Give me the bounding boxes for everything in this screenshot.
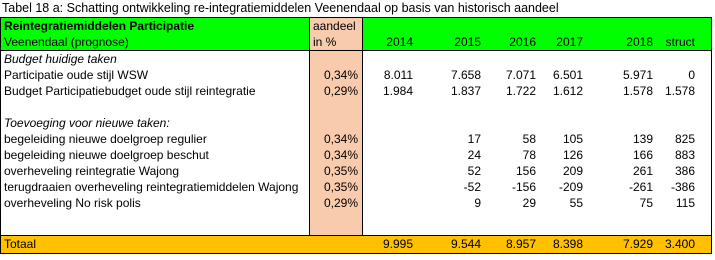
cell-2015: 52 bbox=[467, 164, 481, 178]
cell-2015: 9 bbox=[474, 196, 481, 210]
row-pct: 0,34% bbox=[323, 68, 358, 82]
row-pct: 0,34% bbox=[323, 132, 358, 146]
cell-struct: 115 bbox=[675, 196, 695, 210]
row-pct: 0,35% bbox=[323, 164, 358, 178]
cell-2018: 5.971 bbox=[622, 68, 653, 82]
aandeel-column-bg bbox=[309, 211, 363, 227]
cell-2017: 55 bbox=[569, 196, 583, 210]
total-2014: 9.995 bbox=[382, 237, 413, 251]
header-row-1 bbox=[1, 18, 711, 34]
cell-struct: 883 bbox=[674, 148, 695, 162]
row-pct: 0,29% bbox=[323, 84, 358, 98]
total-2016: 8.957 bbox=[505, 237, 536, 251]
cell-2017: 6.501 bbox=[552, 68, 583, 82]
row-pct: 0,34% bbox=[323, 148, 358, 162]
cell-2015: 24 bbox=[467, 148, 481, 162]
table-row bbox=[1, 67, 711, 83]
cell-2016: 7.071 bbox=[505, 68, 536, 82]
cell-2017: -209 bbox=[558, 180, 583, 194]
cell-2015: -52 bbox=[463, 180, 481, 194]
cell-2015: 17 bbox=[467, 132, 481, 146]
table-title: Reintegratiemiddelen Participatie bbox=[4, 19, 195, 33]
col-header-2018: 2018 bbox=[626, 35, 653, 49]
table-row bbox=[1, 131, 711, 147]
col-header-2014: 2014 bbox=[386, 35, 413, 49]
cell-2017: 126 bbox=[562, 148, 583, 162]
cell-2016: 29 bbox=[522, 196, 536, 210]
spacer-row bbox=[1, 211, 711, 227]
aandeel-column-bg bbox=[309, 115, 363, 131]
total-label: Totaal bbox=[4, 237, 37, 251]
cell-2016: 58 bbox=[522, 132, 536, 146]
table-row bbox=[1, 179, 711, 195]
cell-2014: 8.011 bbox=[383, 68, 413, 82]
table-caption: Tabel 18 a: Schatting ontwikkeling re-integratiemiddelen Veenendaal op basis van historisch aandeel bbox=[2, 1, 559, 15]
aandeel-header-line2: in % bbox=[313, 35, 337, 49]
cell-2016: -156 bbox=[511, 180, 536, 194]
cell-2016: 78 bbox=[522, 148, 536, 162]
cell-2018: 1.578 bbox=[622, 84, 653, 98]
aandeel-header-line1: aandeel bbox=[313, 19, 356, 33]
cell-struct: 0 bbox=[688, 68, 695, 82]
header-row-2 bbox=[1, 34, 711, 51]
cell-struct: 1.578 bbox=[664, 84, 695, 98]
col-header-2017: 2017 bbox=[556, 35, 583, 49]
row-label: Participatie oude stijl WSW bbox=[4, 68, 149, 82]
spacer-row bbox=[1, 227, 711, 235]
aandeel-column-bg bbox=[309, 99, 363, 115]
row-label: begeleiding nieuwe doelgroep beschut bbox=[4, 148, 209, 162]
cell-2017: 209 bbox=[562, 164, 583, 178]
total-row bbox=[1, 235, 711, 253]
cell-2018: 261 bbox=[632, 164, 653, 178]
cell-struct: -386 bbox=[670, 180, 695, 194]
table-subtitle: Veenendaal (prognose) bbox=[4, 35, 129, 49]
section2-title: Toevoeging voor nieuwe taken: bbox=[4, 116, 170, 130]
col-header-2016: 2016 bbox=[509, 35, 536, 49]
spacer-row bbox=[1, 99, 711, 115]
cell-struct: 386 bbox=[674, 164, 695, 178]
row-pct: 0,29% bbox=[323, 196, 358, 210]
cell-2016: 156 bbox=[515, 164, 536, 178]
cell-2017: 105 bbox=[562, 132, 583, 146]
cell-2015: 1.837 bbox=[450, 84, 481, 98]
cell-2018: -261 bbox=[628, 180, 653, 194]
total-2017: 8.398 bbox=[552, 237, 583, 251]
row-label: overheveling No risk polis bbox=[4, 196, 141, 210]
aandeel-column-bg bbox=[309, 227, 363, 235]
cell-2017: 1.612 bbox=[552, 84, 583, 98]
row-pct: 0,35% bbox=[323, 180, 358, 194]
total-2015: 9.544 bbox=[450, 237, 481, 251]
cell-2018: 139 bbox=[632, 132, 653, 146]
row-label: overheveling reintegratie Wajong bbox=[4, 164, 179, 178]
col-header-struct: struct bbox=[665, 35, 695, 49]
table-row bbox=[1, 195, 711, 211]
table-row bbox=[1, 147, 711, 163]
data-table bbox=[0, 17, 712, 254]
col-header-2015: 2015 bbox=[454, 35, 481, 49]
section-title-row bbox=[1, 51, 711, 67]
cell-struct: 825 bbox=[674, 132, 695, 146]
cell-2018: 166 bbox=[632, 148, 653, 162]
row-label: begeleiding nieuwe doelgroep regulier bbox=[4, 132, 207, 146]
row-label: terugdraaien overheveling reintegratiemiddelen Wajong bbox=[4, 180, 299, 194]
cell-2015: 7.658 bbox=[450, 68, 481, 82]
section1-title: Budget huidige taken bbox=[4, 52, 117, 66]
section-title-row bbox=[1, 115, 711, 131]
table-row bbox=[1, 83, 711, 99]
cell-2014: 1.984 bbox=[382, 84, 413, 98]
table-row bbox=[1, 163, 711, 179]
cell-2018: 75 bbox=[639, 196, 653, 210]
row-label: Budget Participatiebudget oude stijl reintegratie bbox=[4, 84, 256, 98]
total-2018: 7.929 bbox=[622, 237, 653, 251]
aandeel-column-bg bbox=[309, 51, 363, 67]
cell-2016: 1.722 bbox=[505, 84, 536, 98]
total-struct: 3.400 bbox=[664, 237, 695, 251]
